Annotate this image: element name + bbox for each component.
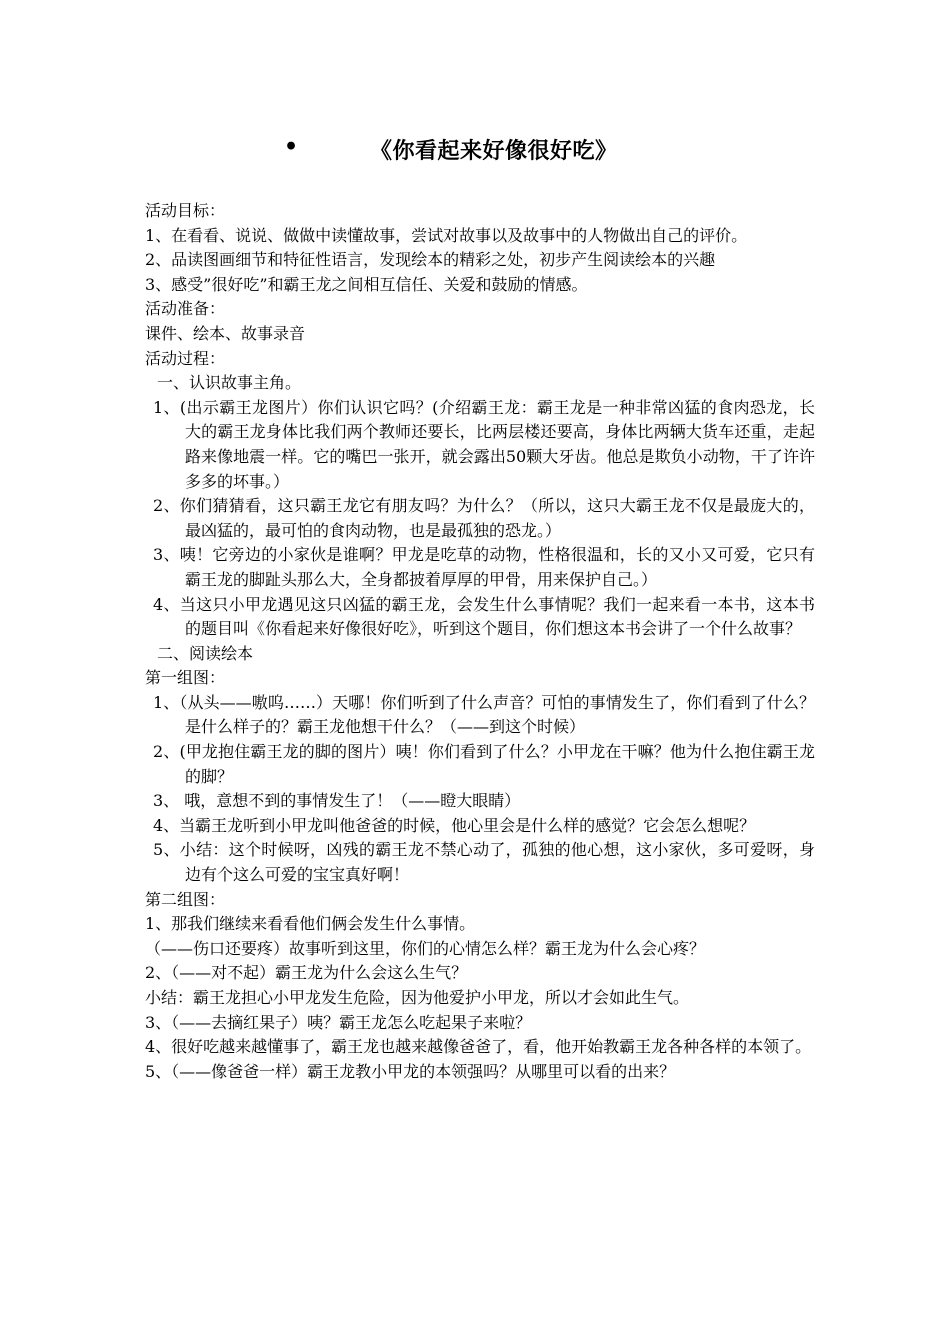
numbered-item: 3、咦！它旁边的小家伙是谁啊？甲龙是吃草的动物，性格很温和，长的又小又可爱，它只有霸王龙的脚趾头那么大，全身都披着厚厚的甲骨，用来保护自己。）	[153, 545, 815, 589]
paragraph: 活动准备：	[145, 299, 226, 319]
paragraph: 4、很好吃越来越懂事了，霸王龙也越来越像爸爸了，看，他开始教霸王龙各种各样的本领了。	[145, 1037, 812, 1057]
paragraph: 第二组图：	[145, 889, 226, 909]
paragraph: 5、（——像爸爸一样）霸王龙教小甲龙的本领强吗？从哪里可以看的出来？	[145, 1061, 676, 1081]
title-row	[0, 130, 950, 170]
paragraph: 课件、绘本、故事录音	[145, 323, 306, 343]
paragraph: 2、（——对不起）霸王龙为什么会这么生气？	[145, 963, 468, 983]
section-heading: 一、认识故事主角。	[157, 373, 302, 393]
paragraph: 1、那我们继续来看看他们俩会发生什么事情。	[145, 914, 476, 934]
numbered-item: 1、(出示霸王龙图片）你们认识它吗？(介绍霸王龙：霸王龙是一种非常凶猛的食肉恐龙，长大的霸王龙身体比我们两个教师还要长，比两层楼还要高，身体比两辆大货车还重，走起路来像地震一样。它的嘴巴一张开，就会露出50颗大牙齿。他总是欺负小动物，干了许许多多的坏事。）	[153, 397, 815, 491]
paragraph: 小结：霸王龙担心小甲龙发生危险，因为他爱护小甲龙，所以才会如此生气。	[145, 988, 690, 1007]
list-bullet: •	[284, 134, 299, 160]
numbered-item: 2、你们猜猜看，这只霸王龙它有朋友吗？为什么？（所以，这只大霸王龙不仅是最庞大的，最凶猛的，最可怕的食肉动物，也是最孤独的恐龙。）	[153, 496, 815, 540]
paragraph: 3、感受”很好吃”和霸王龙之间相互信任、关爱和鼓励的情感。	[145, 274, 588, 294]
paragraph: 第一组图：	[145, 668, 226, 688]
paragraph: 3、（——去摘红果子）咦？霸王龙怎么吃起果子来啦？	[145, 1012, 532, 1032]
paragraph: 活动目标：	[145, 201, 226, 220]
numbered-item: 1、（从头——嗷呜……）天哪！你们听到了什么声音？可怕的事情发生了，你们看到了什么？是什么样子的？霸王龙他想干什么？（——到这个时候）	[153, 692, 815, 737]
paragraph: 2、品读图画细节和特征性语言，发现绘本的精彩之处，初步产生阅读绘本的兴趣	[145, 250, 716, 270]
section-heading: 二、阅读绘本	[157, 643, 254, 663]
numbered-item: 4、当这只小甲龙遇见这只凶猛的霸王龙，会发生什么事情呢？我们一起来看一本书，这本书的题目叫《你看起来好像很好吃》，听到这个题目，你们想这本书会讲了一个什么故事？	[153, 594, 815, 639]
numbered-item: 3、 哦，意想不到的事情发生了！（——瞪大眼睛）	[153, 791, 521, 811]
paragraph: 活动过程：	[145, 348, 226, 368]
document-title: 《你看起来好像很好吃》	[370, 138, 618, 164]
paragraph: （——伤口还要疼）故事听到这里，你们的心情怎么样？霸王龙为什么会心疼？	[145, 938, 706, 958]
numbered-item: 5、小结：这个时候呀，凶残的霸王龙不禁心动了，孤独的他心想，这小家伙，多可爱呀，身边有个这么可爱的宝宝真好啊！	[153, 840, 815, 885]
numbered-item: 2、(甲龙抱住霸王龙的脚的图片）咦！你们看到了什么？小甲龙在干嘛？他为什么抱住霸王龙的脚？	[153, 742, 815, 786]
document-body	[145, 199, 815, 1084]
paragraph: 1、在看看、说说、做做中读懂故事，尝试对故事以及故事中的人物做出自己的评价。	[145, 225, 748, 245]
numbered-item: 4、当霸王龙听到小甲龙叫他爸爸的时候，他心里会是什么样的感觉？它会怎么想呢？	[153, 815, 756, 835]
